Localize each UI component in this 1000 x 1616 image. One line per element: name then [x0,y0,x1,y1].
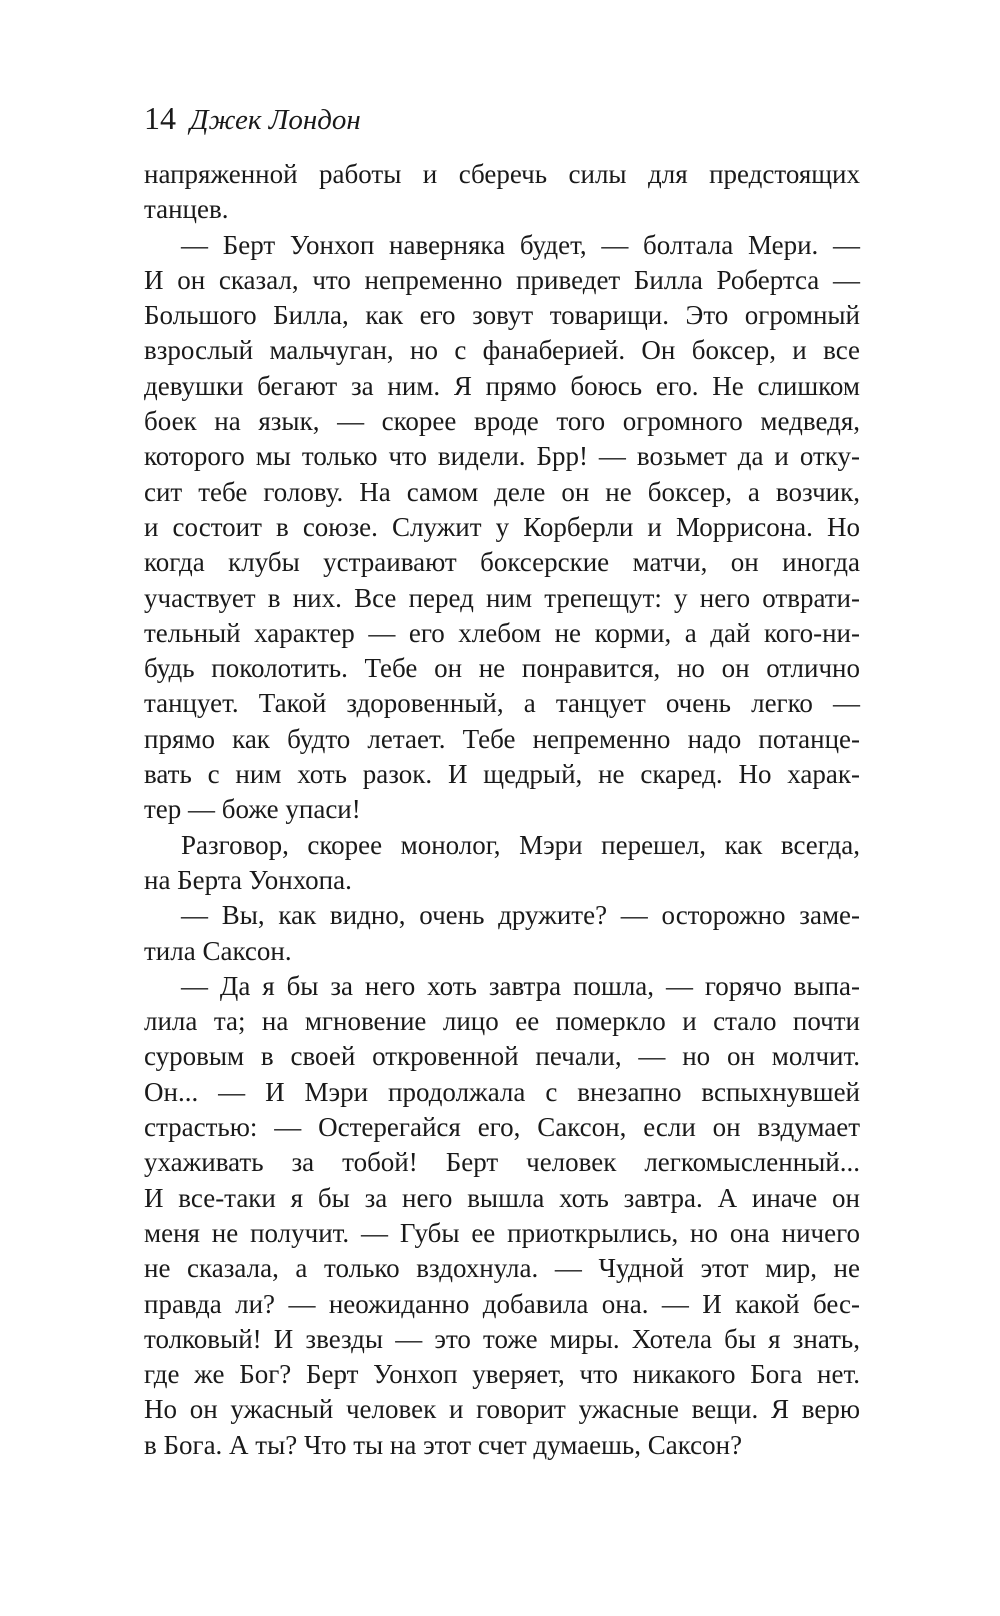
text-line: где же Бог? Берт Уонхоп уверяет, что никакого Бога нет. [144,1359,860,1390]
page-number: 14 [144,100,176,136]
body-text [144,157,860,1463]
text-line: прямо как будто летает. Тебе непременно надо потанце- [144,723,860,754]
text-line: суровым в своей откровенной печали, — но он молчит. [144,1041,860,1072]
text-line: Большого Билла, как его зовут товарищи. Это огромный [144,300,860,331]
text-line: напряженной работы и сберечь силы для предстоящих [144,159,860,189]
text-line: которого мы только что видели. Брр! — возьмет да и отку- [144,441,860,472]
text-line: лила та; на мгновение лицо ее померкло и стало почти [144,1006,860,1037]
text-line: тер — боже упаси! [144,794,361,825]
text-line: сит тебе голову. На самом деле он не боксер, а возчик, [144,476,860,507]
text-line: Разговор, скорее монолог, Мэри перешел, как всегда, [181,829,860,860]
text-line: участвует в них. Все перед ним трепещут: у него отврати- [144,582,860,613]
text-line: толковый! И звезды — это тоже миры. Хотела бы я знать, [144,1323,860,1354]
text-line: — Да я бы за него хоть завтра пошла, — горячо выпа- [181,970,860,1001]
running-head [144,98,361,140]
text-line: Но он ужасный человек и говорит ужасные вещи. Я верю [144,1394,860,1425]
text-line: Он... — И Мэри продолжала с внезапно вспыхнувшей [144,1076,860,1107]
text-line: меня не получит. — Губы ее приоткрылись, но она ничего [144,1217,860,1248]
text-line: танцует. Такой здоровенный, а танцует очень легко — [144,688,860,719]
text-line: И все-таки я бы за него вышла хоть завтра. А иначе он [144,1182,860,1213]
text-line: и состоит в союзе. Служит у Корберли и Моррисона. Но [144,511,860,542]
text-line: девушки бегают за ним. Я прямо боюсь его. Не слишком [144,370,860,401]
text-line: тила Саксон. [144,935,292,966]
text-line: — Берт Уонхоп наверняка будет, — болтала Мери. — [181,229,860,260]
text-line: на Берта Уонхопа. [144,864,352,895]
author-name: Джек Лондон [190,104,361,136]
text-line: не сказала, а только вздохнула. — Чудной этот мир, не [144,1253,860,1284]
text-line: взрослый мальчуган, но с фанаберией. Он боксер, и все [144,335,860,366]
text-line: страстью: — Остерегайся его, Саксон, если он вздумает [144,1112,860,1143]
text-line: вать с ним хоть разок. И щедрый, не скаред. Но харак- [144,759,860,790]
text-line: будь поколотить. Тебе он не понравится, но он отлично [144,653,860,684]
text-line: — Вы, как видно, очень дружите? — осторожно заме- [181,900,860,931]
text-line: И он сказал, что непременно приведет Билла Робертса — [144,264,860,295]
text-line: тельный характер — его хлебом не корми, а дай кого-ни- [144,617,860,648]
text-line: боек на язык, — скорее вроде того огромного медведя, [144,406,860,437]
text-line: правда ли? — неожиданно добавила она. — И какой бес- [144,1288,860,1319]
text-line: когда клубы устраивают боксерские матчи, он иногда [144,547,860,578]
text-line: ухаживать за тобой! Берт человек легкомысленный... [144,1147,860,1178]
text-line: в Бога. А ты? Что ты на этот счет думаешь, Саксон? [144,1429,743,1460]
text-line: танцев. [144,194,229,225]
